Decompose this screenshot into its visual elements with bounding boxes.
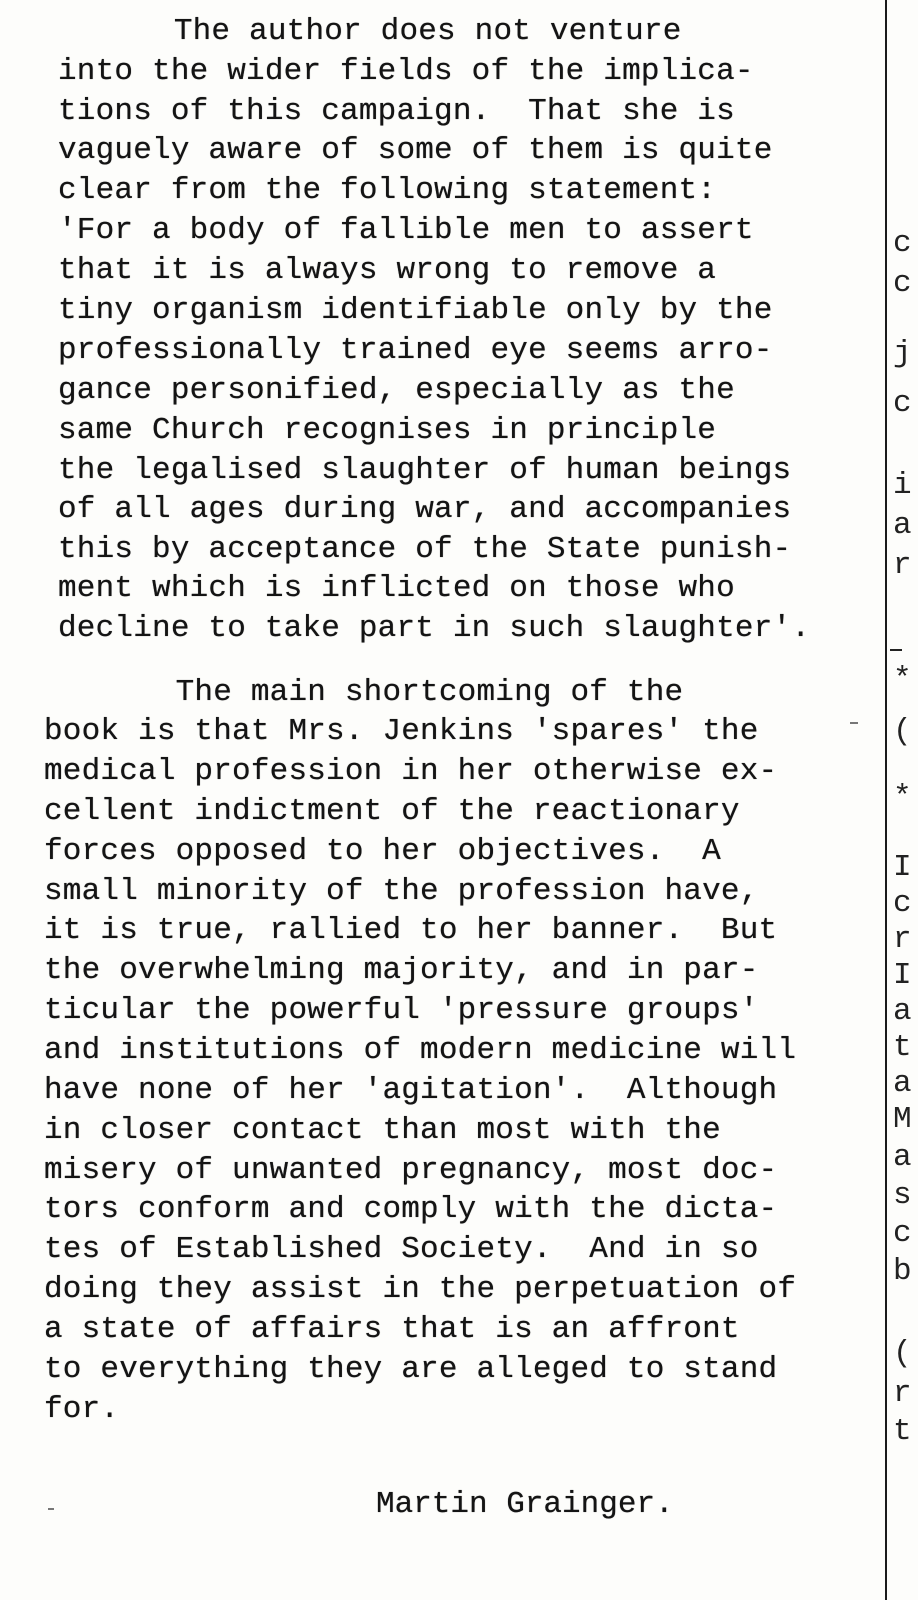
text-line: vaguely aware of some of them is quite	[58, 133, 773, 168]
text-line: a state of affairs that is an affront	[44, 1312, 740, 1347]
margin-fragment: t	[893, 1030, 912, 1065]
margin-fragment: c	[893, 386, 912, 421]
text-line: 'For a body of fallible men to assert	[58, 213, 754, 248]
text-line: the overwhelming majority, and in par-	[44, 953, 759, 988]
text-line: this by acceptance of the State punish-	[58, 532, 792, 567]
margin-fragment: *	[893, 662, 912, 697]
margin-fragment: c	[893, 1216, 912, 1251]
margin-fragment: b	[893, 1254, 912, 1289]
text-line: misery of unwanted pregnancy, most doc-	[44, 1153, 778, 1188]
margin-fragment: a	[893, 1140, 912, 1175]
margin-fragment: I	[893, 850, 912, 885]
text-line: ticular the powerful 'pressure groups'	[44, 993, 759, 1028]
margin-fragment: t	[893, 1414, 912, 1449]
text-line: have none of her 'agitation'. Although	[44, 1073, 778, 1108]
text-line: medical profession in her otherwise ex-	[44, 754, 778, 789]
text-line: ment which is inflicted on those who	[58, 571, 735, 606]
margin-fragment: I	[893, 958, 912, 993]
text-line: cellent indictment of the reactionary	[44, 794, 740, 829]
text-line: that it is always wrong to remove a	[58, 253, 717, 288]
margin-fragment: a	[893, 994, 912, 1029]
text-line: book is that Mrs. Jenkins 'spares' the	[44, 714, 759, 749]
text-line: for.	[44, 1392, 120, 1427]
margin-fragment: c	[893, 886, 912, 921]
text-line: same Church recognises in principle	[58, 413, 717, 448]
margin-fragment: r	[893, 1376, 912, 1411]
text-line: clear from the following statement:	[58, 173, 717, 208]
text-line: gance personified, especially as the	[58, 373, 735, 408]
text-line: it is true, rallied to her banner. But	[44, 913, 778, 948]
ink-speck	[48, 1508, 54, 1510]
margin-fragment: (	[893, 1336, 912, 1371]
margin-fragment: a	[893, 1066, 912, 1101]
text-line: and institutions of modern medicine will	[44, 1033, 797, 1068]
margin-fragment: j	[893, 336, 912, 371]
margin-fragment: a	[893, 508, 912, 543]
margin-fragment: r	[893, 548, 912, 583]
author-signature: Martin Grainger.	[376, 1487, 674, 1522]
column-divider	[885, 0, 887, 1600]
text-line: into the wider fields of the implica-	[58, 54, 754, 89]
margin-fragment: s	[893, 1178, 912, 1213]
text-line: tors conform and comply with the dicta-	[44, 1192, 778, 1227]
margin-dash	[890, 649, 902, 651]
margin-fragment: c	[893, 226, 912, 261]
text-line: to everything they are alleged to stand	[44, 1352, 778, 1387]
text-line: tions of this campaign. That she is	[58, 94, 735, 129]
text-line: forces opposed to her objectives. A	[44, 834, 721, 869]
margin-fragment: i	[893, 468, 912, 503]
text-line: doing they assist in the perpetuation of	[44, 1272, 797, 1307]
text-line: of all ages during war, and accompanies	[58, 492, 792, 527]
text-line: decline to take part in such slaughter'.	[58, 611, 811, 646]
margin-fragment: r	[893, 922, 912, 957]
margin-fragment: *	[893, 780, 912, 815]
text-line: small minority of the profession have,	[44, 874, 759, 909]
text-line: The author does not venture	[61, 14, 682, 49]
text-line: tiny organism identifiable only by the	[58, 293, 773, 328]
text-line: The main shortcoming of the	[44, 675, 684, 710]
text-line: tes of Established Society. And in so	[44, 1232, 759, 1267]
margin-fragment: (	[893, 714, 912, 749]
ink-speck	[850, 722, 858, 724]
text-line: professionally trained eye seems arro-	[58, 333, 773, 368]
margin-fragment: M	[893, 1102, 912, 1137]
text-line: the legalised slaughter of human beings	[58, 453, 792, 488]
text-line: in closer contact than most with the	[44, 1113, 721, 1148]
margin-fragment: c	[893, 266, 912, 301]
